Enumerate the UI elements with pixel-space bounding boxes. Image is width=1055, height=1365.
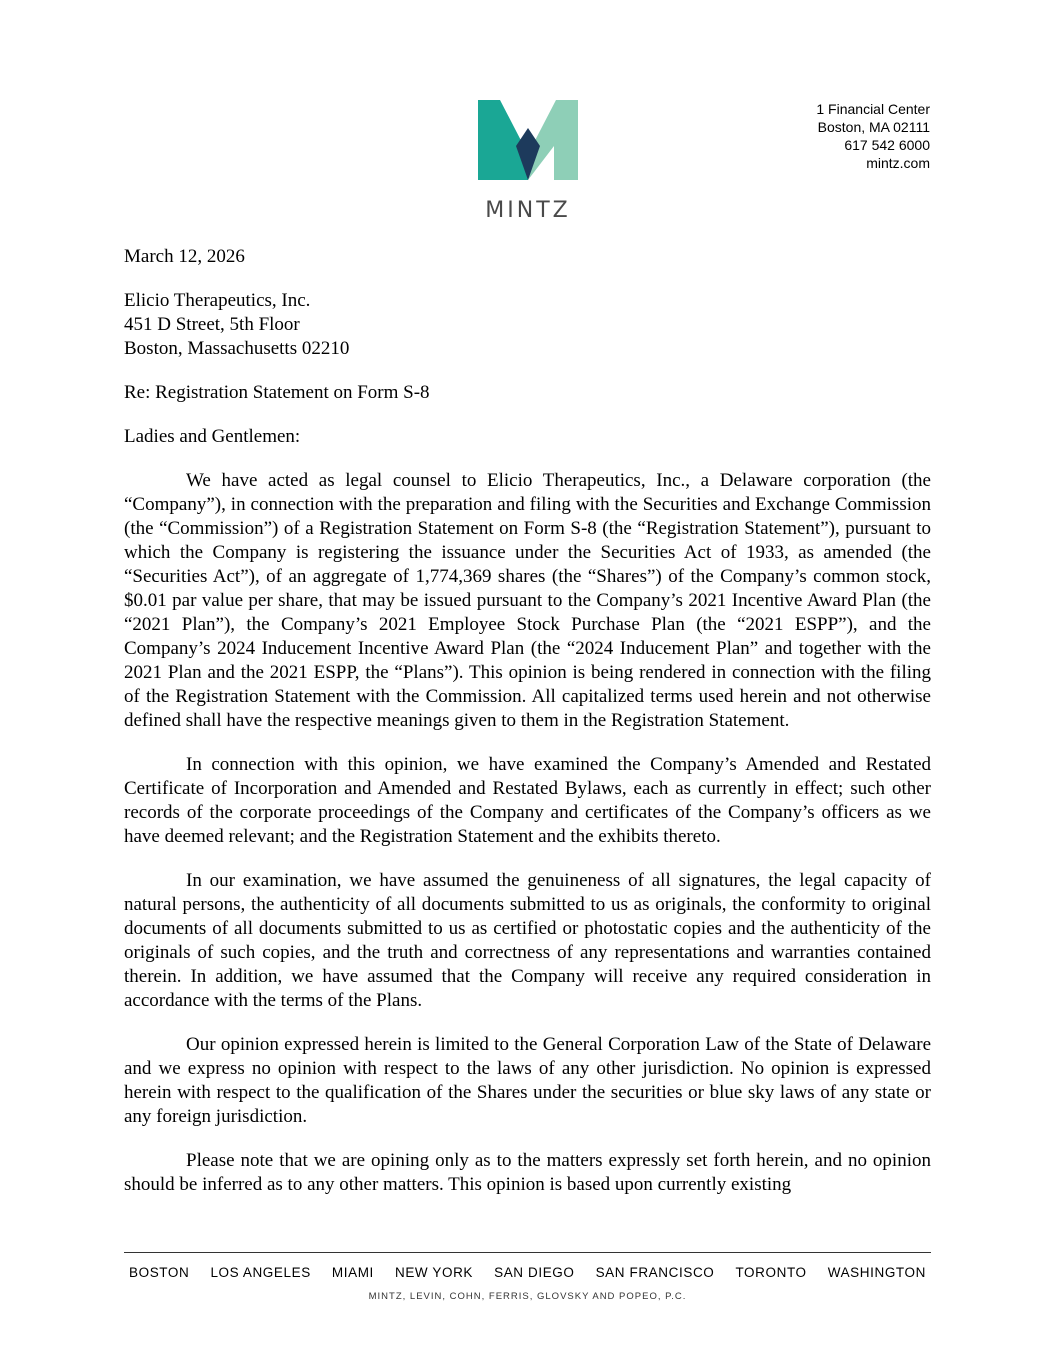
office-city: WASHINGTON <box>827 1265 926 1280</box>
office-city: MIAMI <box>331 1265 374 1280</box>
addressee-line: 451 D Street, 5th Floor <box>124 314 300 335</box>
letter-body <box>124 245 931 1217</box>
footer-divider <box>124 1252 931 1253</box>
body-paragraph: Please note that we are opining only as to the matters expressly set forth herein, and no opinion should be inferred as to any other matters. This opinion is based upon currently existing <box>124 1150 931 1195</box>
website-link[interactable]: mintz.com <box>866 155 930 171</box>
salutation: Ladies and Gentlemen: <box>124 426 301 447</box>
letter-date: March 12, 2026 <box>124 246 245 267</box>
address-line: 617 542 6000 <box>844 137 930 153</box>
address-line: Boston, MA 02111 <box>817 119 930 135</box>
office-city: SAN FRANCISCO <box>595 1265 715 1280</box>
firm-address <box>816 100 930 172</box>
office-city: BOSTON <box>129 1265 190 1280</box>
mintz-m-icon <box>478 100 578 180</box>
mintz-logo <box>478 100 578 226</box>
body-paragraph: In our examination, we have assumed the genuineness of all signatures, the legal capacity of natural persons, the authenticity of all documents submitted to us as originals, the conformity to original documents of all documents submitted to us as certified or photostatic copies and the authenticity of the originals of such copies, and the truth and correctness of any representations and warranties contained therein. In addition, we have assumed that the Company will receive any required consideration in accordance with the terms of the Plans. <box>124 870 931 1011</box>
body-paragraph: Our opinion expressed herein is limited to the General Corporation Law of the State of Delaware and we express no opinion with respect to the laws of any other jurisdiction. No opinion is expressed herein with respect to the qualification of the Shares under the securities or blue sky laws of any state or any foreign jurisdiction. <box>124 1034 931 1127</box>
office-city: LOS ANGELES <box>210 1265 311 1280</box>
addressee-line: Elicio Therapeutics, Inc. <box>124 290 311 311</box>
office-city: NEW YORK <box>394 1265 474 1280</box>
footer-firm-name: MINTZ, LEVIN, COHN, FERRIS, GLOVSKY AND POPEO, P.C. <box>368 1291 687 1302</box>
addressee-line: Boston, Massachusetts 02210 <box>124 338 350 359</box>
body-paragraph: We have acted as legal counsel to Elicio Therapeutics, Inc., a Delaware corporation (the “Company”), in connection with the preparation and filing with the Securities and Exchange Commission (the “Commission”) of a Registration Statement on Form S-8 (the “Registration Statement”), pursuant to which the Company is registering the issuance under the Securities Act of 1933, as amended (the “Securities Act”), of an aggregate of 1,774,369 shares (the “Shares”) of the Company’s common stock, $0.01 par value per share, that may be issued pursuant to the Company’s 2021 Incentive Award Plan (the “2021 Plan”), the Company’s 2021 Employee Stock Purchase Plan (the “2021 ESPP”), and the Company’s 2024 Inducement Incentive Award Plan (the “2024 Inducement Plan” and together with the 2021 Plan and the 2021 ESPP, the “Plans”). This opinion is being rendered in connection with the filing of the Registration Statement with the Commission. All capitalized terms used herein and not otherwise defined shall have the respective meanings given to them in the Registration Statement. <box>124 470 931 731</box>
re-line: Re: Registration Statement on Form S-8 <box>124 382 430 403</box>
body-paragraph: In connection with this opinion, we have examined the Company’s Amended and Restated Certificate of Incorporation and Amended and Restated Bylaws, each as currently in effect; such other records of the corporate proceedings of the Company and certificates of the Company’s officers as we have deemed relevant; and the Registration Statement and the exhibits thereto. <box>124 754 931 847</box>
logo-wordmark: MINTZ <box>485 198 571 223</box>
address-line: 1 Financial Center <box>816 101 930 117</box>
office-city: TORONTO <box>735 1265 807 1280</box>
office-city: SAN DIEGO <box>494 1265 575 1280</box>
addressee-block <box>124 289 931 361</box>
footer-office-list <box>124 1265 931 1280</box>
